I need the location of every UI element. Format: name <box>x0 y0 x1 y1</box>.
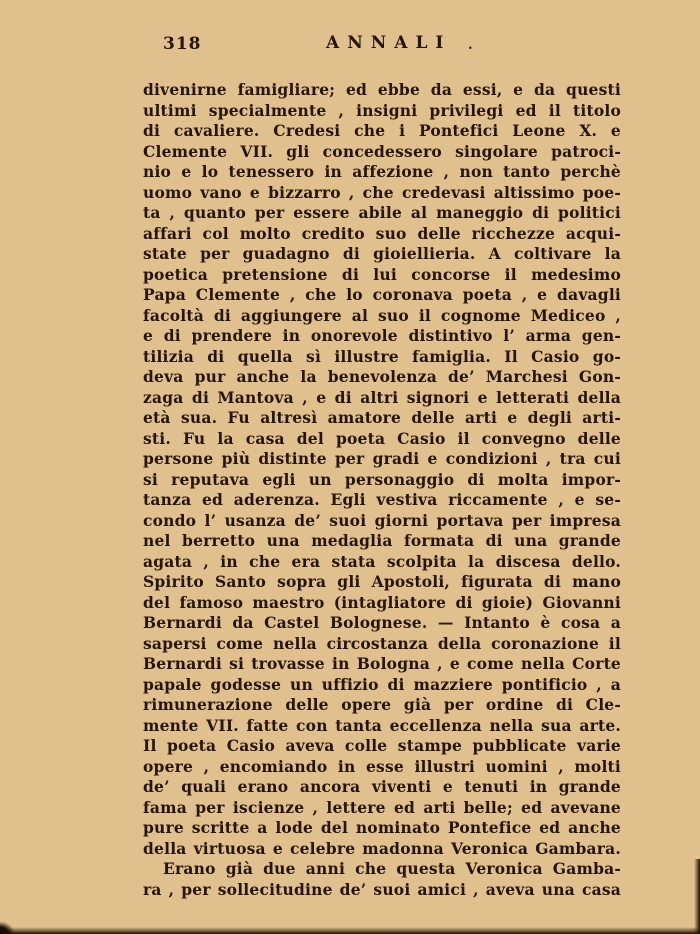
text-line: persone più distinte per gradi e condizioni , tra cui <box>143 449 621 468</box>
text-line: opere , encomiando in esse illustri uomini , molti <box>143 756 621 776</box>
text-line: nel berretto una medaglia formata di una grande <box>143 531 621 550</box>
text-line: età sua. Fu altresì amatore delle arti e degli arti- <box>143 408 621 427</box>
text-line: poetica pretensione di lui concorse il medesimo <box>143 264 621 284</box>
text-line: di cavaliere. Credesi che i Pontefici Leone X. e <box>143 121 621 140</box>
text-line: Il poeta Casio aveva colle stampe pubblicate varie <box>143 736 621 755</box>
text-line: Spirito Santo sopra gli Apostoli, figurata di mano <box>143 572 621 591</box>
text-line: facoltà di aggiungere al suo il cognome Mediceo , <box>143 305 621 325</box>
running-header-title: ANNALI <box>326 33 452 53</box>
text-line: e di prendere in onorevole distintivo l’ arma gen- <box>143 326 621 345</box>
text-line: Bernardi da Castel Bolognese. — Intanto è cosa a <box>143 613 621 632</box>
scan-edge-shadow-bottom <box>0 927 700 934</box>
text-line: sapersi come nella circostanza della coronazione il <box>143 633 621 653</box>
text-line: papale godesse un uffizio di mazziere pontificio , a <box>143 674 621 694</box>
text-line: state per guadagno di gioiellieria. A coltivare la <box>143 244 621 263</box>
text-line: agata , in che era stata scolpita la discesa dello. <box>143 551 621 571</box>
text-line: del famoso maestro (intagliatore di gioie) Giovanni <box>143 592 621 612</box>
text-line: ra , per sollecitudine de’ suoi amici , aveva una casa <box>143 879 621 899</box>
text-line: zaga di Mantova , e di altri signori e letterati della <box>143 387 621 407</box>
scan-edge-shadow-corner <box>0 922 14 934</box>
page-number: 318 <box>163 34 202 54</box>
text-line: sti. Fu la casa del poeta Casio il convegno delle <box>143 428 621 448</box>
text-line: divenirne famigliare; ed ebbe da essi, e da questi <box>143 80 621 99</box>
text-line: tilizia di quella sì illustre famiglia. Il Casio go- <box>143 346 621 366</box>
text-line: condo l’ usanza de’ suoi giorni portava per impresa <box>143 510 621 530</box>
text-line: fama per iscienze , lettere ed arti belle; ed avevane <box>143 797 621 817</box>
text-lines <box>143 80 621 900</box>
text-line: affari col molto credito suo delle ricchezze acqui- <box>143 223 621 243</box>
scan-edge-shadow-right <box>694 859 700 934</box>
text-line: mente VII. fatte con tanta eccellenza nella sua arte. <box>143 715 621 735</box>
text-line: pure scritte a lode del nominato Pontefice ed anche <box>143 818 621 837</box>
text-line: della virtuosa e celebre madonna Veronica Gambara. <box>143 838 621 858</box>
text-line: Papa Clemente , che lo coronava poeta , e davagli <box>143 285 621 304</box>
text-line: Clemente VII. gli concedessero singolare patroci- <box>143 141 621 161</box>
text-line: uomo vano e bizzarro , che credevasi altissimo poe- <box>143 182 621 202</box>
text-line: nio e lo tenessero in affezione , non tanto perchè <box>143 162 621 181</box>
text-line: de’ quali erano ancora viventi e tenuti in grande <box>143 777 621 796</box>
text-line: si reputava egli un personaggio di molta impor- <box>143 469 621 489</box>
text-line: ultimi specialmente , insigni privilegi ed il titolo <box>143 100 621 120</box>
text-line: rimunerazione delle opere già per ordine di Cle- <box>143 695 621 714</box>
text-line: tanza ed aderenza. Egli vestiva riccamente , e se- <box>143 490 621 509</box>
text-line: deva pur anche la benevolenza de’ Marchesi Gon- <box>143 367 621 386</box>
text-line: ta , quanto per essere abile al maneggio di politici <box>143 203 621 222</box>
text-line: Erano già due anni che questa Veronica Gamba- <box>163 859 621 878</box>
text-line: Bernardi si trovasse in Bologna , e come nella Corte <box>143 654 621 673</box>
header-trailing-mark: . <box>468 38 473 53</box>
